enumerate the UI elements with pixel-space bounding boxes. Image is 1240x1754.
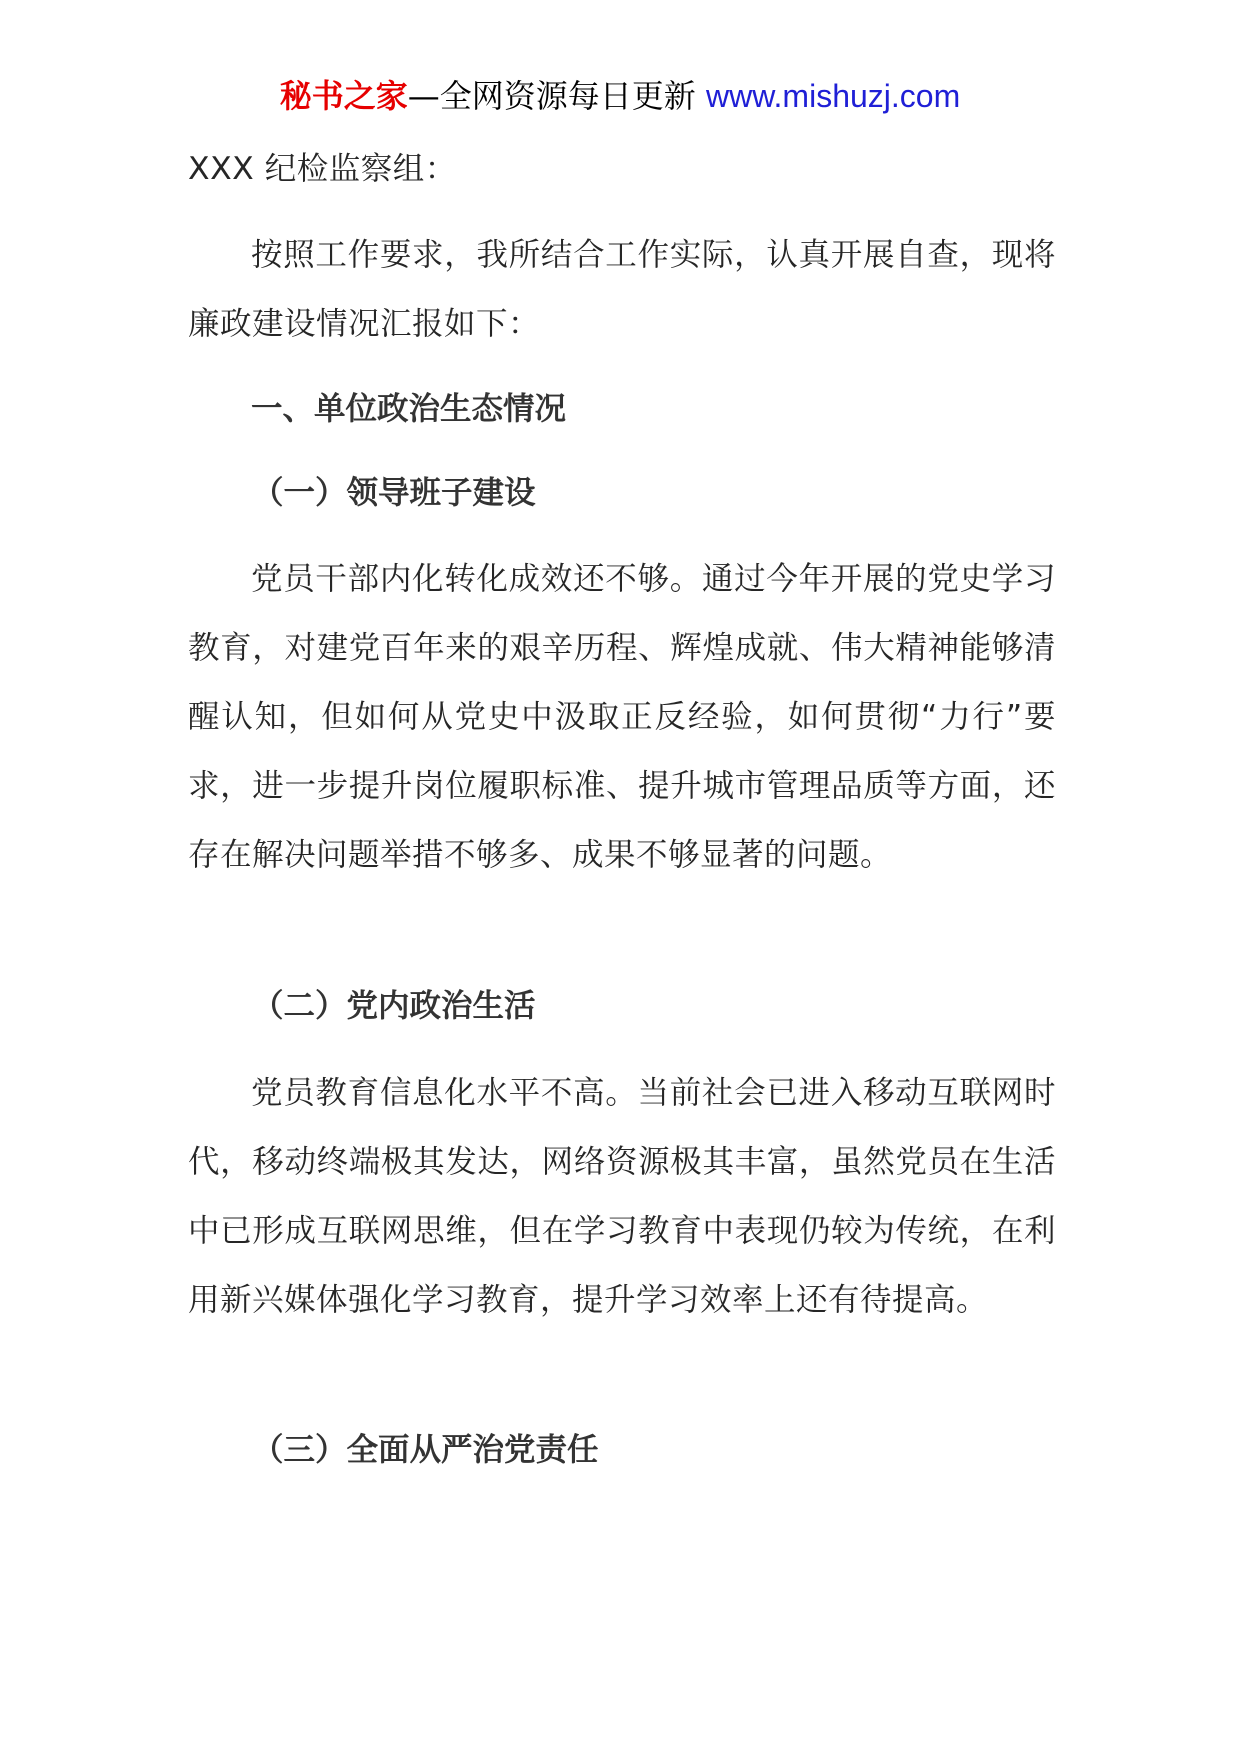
header-tagline: —全网资源每日更新 bbox=[407, 77, 706, 115]
subsection-2-heading: （二）党内政治生活 bbox=[252, 988, 536, 1024]
subsection-1-heading: （一）领导班子建设 bbox=[252, 475, 536, 511]
site-header-banner bbox=[0, 72, 1240, 120]
subsection-2-paragraph: 党员教育信息化水平不高。当前社会已进入移动互联网时代，移动终端极其发达，网络资源极其丰富，虽然党员在生活中已形成互联网思维，但在学习教育中表现仍较为传统，在利用新兴媒体强化学习教育，提升学习效率上还有待提高。 bbox=[188, 1075, 1056, 1318]
site-url-link[interactable]: www.mishuzj.com bbox=[705, 78, 961, 114]
addressee-line: XXX 纪检监察组： bbox=[188, 151, 457, 187]
section-1-heading: 一、单位政治生态情况 bbox=[251, 391, 567, 427]
subsection-1-paragraph: 党员干部内化转化成效还不够。通过今年开展的党史学习教育，对建党百年来的艰辛历程、辉煌成就、伟大精神能够清醒认知，但如何从党史中汲取正反经验，如何贯彻“力行”要求，进一步提升岗位履职标准、提升城市管理品质等方面，还存在解决问题举措不够多、成果不够显著的问题。 bbox=[188, 561, 1056, 873]
brand-name: 秘书之家 bbox=[279, 77, 408, 115]
subsection-3-heading: （三）全面从严治党责任 bbox=[252, 1432, 599, 1468]
intro-paragraph: 按照工作要求，我所结合工作实际，认真开展自查，现将廉政建设情况汇报如下： bbox=[188, 237, 1056, 342]
